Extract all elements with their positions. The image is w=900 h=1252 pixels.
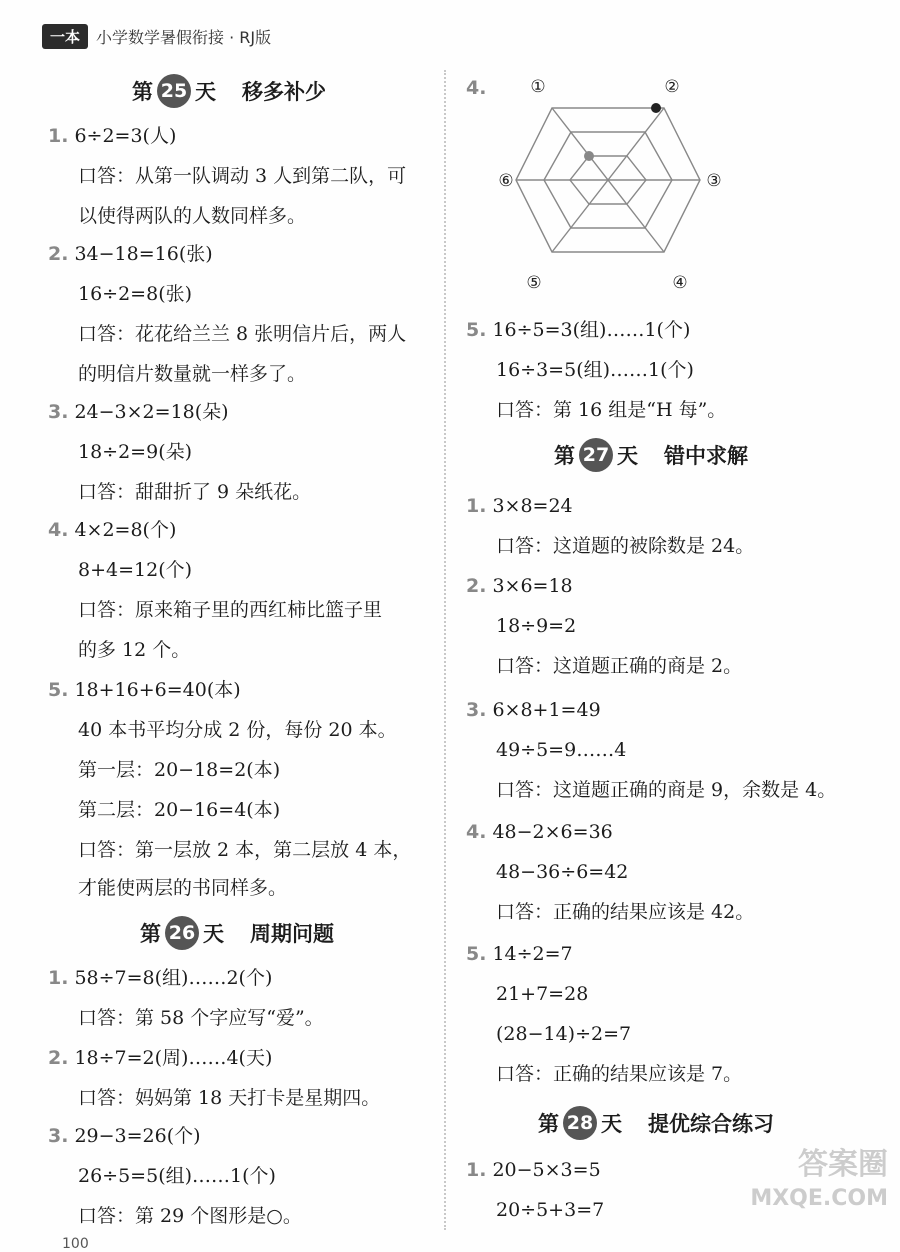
answer-line <box>78 1204 302 1228</box>
question-number: 2. <box>48 1047 69 1069</box>
answer-line-numbered <box>48 242 213 266</box>
day-prefix: 第 <box>554 444 575 468</box>
question-number: 1. <box>48 967 69 989</box>
answer-text: 24−3×2=18(朵) <box>74 401 229 423</box>
section-title: 提优综合练习 <box>648 1112 774 1136</box>
answer-line <box>496 860 628 884</box>
answer-line <box>496 1062 742 1086</box>
page-header <box>42 22 271 50</box>
answer-text: 口答：甜甜折了 9 朵纸花。 <box>78 481 312 503</box>
question-number: 5. <box>48 679 69 701</box>
answer-text: 58÷7=8(组)……2(个) <box>74 967 273 989</box>
section-heading <box>554 438 748 472</box>
brand-logo: 一本 <box>42 24 88 49</box>
answer-text: 29−3=26(个) <box>74 1125 201 1147</box>
answer-text: 口答：正确的结果应该是 42。 <box>496 901 755 923</box>
hexagon-web-diagram <box>488 70 728 302</box>
answer-line <box>78 876 287 900</box>
answer-text: 口答：妈妈第 18 天打卡是星期四。 <box>78 1087 381 1109</box>
answer-text: 26÷5=5(组)……1(个) <box>78 1165 276 1187</box>
answer-line <box>78 598 382 622</box>
answer-line-numbered <box>466 698 601 722</box>
answer-text: 口答：这道题正确的商是 2。 <box>496 655 743 677</box>
label-6: ⑥ <box>498 171 514 191</box>
question-number: 2. <box>466 575 487 597</box>
answer-line <box>496 358 694 382</box>
answer-line <box>496 614 576 638</box>
question-number: 2. <box>48 243 69 265</box>
question-number: 1. <box>48 125 69 147</box>
page-number: 100 <box>62 1236 89 1252</box>
question-number: 4. <box>466 821 487 843</box>
section-heading <box>538 1106 774 1140</box>
answer-text: 口答：第一层放 2 本，第二层放 4 本， <box>78 839 412 861</box>
question-number: 5. <box>466 319 487 341</box>
answer-text: 才能使两层的书同样多。 <box>78 877 288 899</box>
answer-line <box>496 654 742 678</box>
answer-line-numbered <box>48 400 229 424</box>
answer-text: 6÷2=3(人) <box>74 125 177 147</box>
day-prefix: 第 <box>538 1112 559 1136</box>
answer-line <box>496 738 626 762</box>
answer-line <box>78 282 192 306</box>
question-number: 3. <box>466 699 487 721</box>
section-title: 周期问题 <box>250 922 334 946</box>
day-suffix: 天 <box>203 922 224 946</box>
question-number: 4. <box>48 519 69 541</box>
answer-text: 口答：这道题正确的商是 9，余数是 4。 <box>496 779 837 801</box>
label-4: ④ <box>672 273 688 293</box>
answer-text: 20÷5+3=7 <box>496 1199 605 1221</box>
answer-text: 的多 12 个。 <box>78 639 191 661</box>
answer-text: 口答：第 29 个图形是○。 <box>78 1205 302 1227</box>
answer-line <box>78 798 280 822</box>
question-number: 4. <box>466 77 487 99</box>
question-number: 1. <box>466 1159 487 1181</box>
answer-line <box>78 204 306 228</box>
label-1: ① <box>530 77 546 97</box>
question-number: 1. <box>466 495 487 517</box>
answer-line <box>78 638 190 662</box>
answer-line-numbered <box>48 966 272 990</box>
answer-text: 34−18=16(张) <box>74 243 213 265</box>
answer-text: 48−2×6=36 <box>492 821 613 843</box>
answer-text: 4×2=8(个) <box>74 519 177 541</box>
answer-line <box>78 838 411 862</box>
answer-text: 口答：这道题的被除数是 24。 <box>496 535 755 557</box>
answer-line-numbered <box>466 494 573 518</box>
answer-text: 8+4=12(个) <box>78 559 193 581</box>
column-divider <box>444 70 446 1230</box>
answer-text: 14÷2=7 <box>492 943 573 965</box>
answer-line-numbered <box>48 518 176 542</box>
question-number: 5. <box>466 943 487 965</box>
answer-text: 16÷2=8(张) <box>78 283 193 305</box>
answer-line <box>496 1198 604 1222</box>
answer-text: 48−36÷6=42 <box>496 861 629 883</box>
answer-text: 口答：花花给兰兰 8 张明信片后，两人 <box>78 323 407 345</box>
answer-text: 口答：从第一队调动 3 人到第二队，可 <box>78 165 407 187</box>
question-number: 3. <box>48 1125 69 1147</box>
day-number-badge: 27 <box>579 438 613 472</box>
answer-text: 第二层：20−16=4(本) <box>78 799 281 821</box>
answer-line <box>496 778 836 802</box>
answer-text: 18÷2=9(朵) <box>78 441 193 463</box>
answer-line <box>78 718 397 742</box>
section-heading <box>140 916 334 950</box>
answer-line <box>496 900 754 924</box>
answer-line <box>78 480 311 504</box>
answer-line <box>496 982 588 1006</box>
answer-text: 40 本书平均分成 2 份，每份 20 本。 <box>78 719 397 741</box>
answer-line <box>78 1006 324 1030</box>
answer-text: 口答：第 58 个字应写“爱”。 <box>78 1007 324 1029</box>
answer-line-numbered <box>466 942 573 966</box>
answer-text: 3×8=24 <box>492 495 573 517</box>
answer-text: 49÷5=9……4 <box>496 739 627 761</box>
answer-line <box>78 558 192 582</box>
answer-text: 16÷3=5(组)……1(个) <box>496 359 694 381</box>
answer-text: 18÷9=2 <box>496 615 577 637</box>
answer-line-numbered <box>48 124 176 148</box>
answer-text: 第一层：20−18=2(本) <box>78 759 281 781</box>
day-number-badge: 28 <box>563 1106 597 1140</box>
answer-text: (28−14)÷2=7 <box>496 1023 632 1045</box>
answer-line <box>496 534 754 558</box>
answer-line <box>78 322 406 346</box>
section-heading <box>132 74 326 108</box>
point-inner <box>584 151 594 161</box>
answer-line-numbered <box>48 678 241 702</box>
answer-line <box>78 362 306 386</box>
answer-text: 口答：原来箱子里的西红柿比篮子里 <box>78 599 383 621</box>
answer-text: 20−5×3=5 <box>492 1159 601 1181</box>
book-title: 小学数学暑假衔接 · RJ版 <box>96 27 272 47</box>
answer-text: 6×8+1=49 <box>492 699 601 721</box>
label-5: ⑤ <box>526 273 542 293</box>
answer-text: 18÷7=2(周)……4(天) <box>74 1047 273 1069</box>
day-suffix: 天 <box>617 444 638 468</box>
question-number: 3. <box>48 401 69 423</box>
answer-line <box>78 1164 276 1188</box>
answer-line-numbered <box>466 820 613 844</box>
answer-line-numbered <box>48 1124 201 1148</box>
section-title: 错中求解 <box>664 444 748 468</box>
answer-text: 3×6=18 <box>492 575 573 597</box>
day-number-badge: 26 <box>165 916 199 950</box>
answer-line <box>496 1022 631 1046</box>
answer-line <box>78 1086 380 1110</box>
day-suffix: 天 <box>601 1112 622 1136</box>
day-prefix: 第 <box>132 80 153 104</box>
answer-text: 口答：正确的结果应该是 7。 <box>496 1063 743 1085</box>
point-outer <box>651 103 661 113</box>
answer-line-numbered <box>466 1158 601 1182</box>
answer-text: 18+16+6=40(本) <box>74 679 241 701</box>
section-title: 移多补少 <box>242 80 326 104</box>
answer-line-numbered <box>466 574 573 598</box>
answer-line <box>78 440 192 464</box>
answer-text: 的明信片数量就一样多了。 <box>78 363 307 385</box>
day-number-badge: 25 <box>157 74 191 108</box>
answer-text: 口答：第 16 组是“H 每”。 <box>496 399 727 421</box>
label-3: ③ <box>706 171 722 191</box>
day-suffix: 天 <box>195 80 216 104</box>
answer-line-numbered <box>48 1046 272 1070</box>
label-2: ② <box>664 77 680 97</box>
day-prefix: 第 <box>140 922 161 946</box>
answer-text: 以使得两队的人数同样多。 <box>78 205 307 227</box>
answer-line <box>78 758 280 782</box>
answer-line-numbered <box>466 318 690 342</box>
answer-text: 16÷5=3(组)……1(个) <box>492 319 691 341</box>
answer-line <box>78 164 406 188</box>
answer-line <box>496 398 726 422</box>
answer-text: 21+7=28 <box>496 983 589 1005</box>
site-watermark: 答案圈 MXQE.COM <box>750 1147 888 1211</box>
